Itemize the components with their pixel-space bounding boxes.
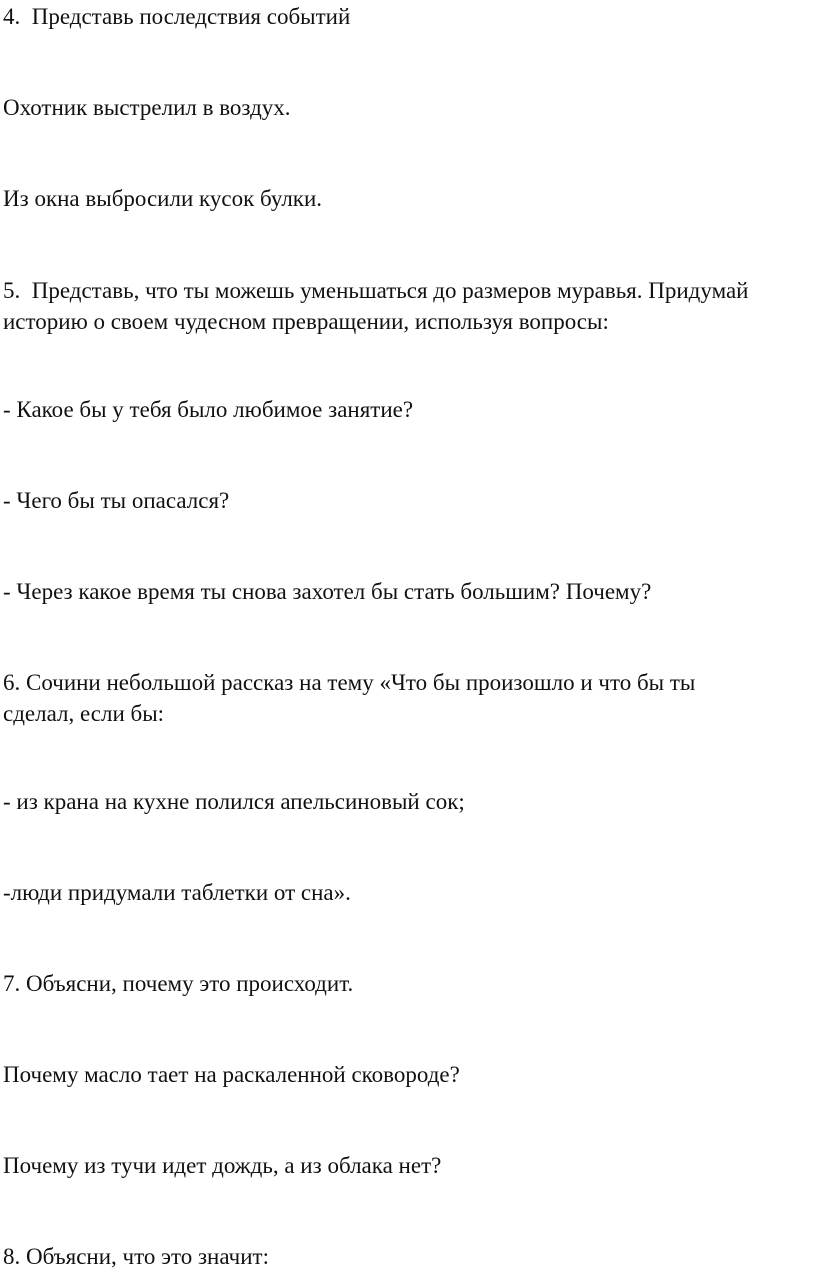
task-5-question-3: - Через какое время ты снова захотел бы стать большим? Почему? <box>3 579 652 604</box>
task-5-question-1: - Какое бы у тебя было любимое занятие? <box>3 397 414 422</box>
task-6-heading-line-1: 6. Сочини небольшой рассказ на тему «Что бы произошло и что бы ты <box>3 670 696 695</box>
task-6-item-2: -люди придумали таблетки от сна». <box>3 880 351 905</box>
task-8-heading: 8. Объясни, что это значит: <box>3 1244 269 1269</box>
task-4-item-2: Из окна выбросили кусок булки. <box>3 186 323 211</box>
task-5-heading-line-2: историю о своем чудесном превращении, используя вопросы: <box>3 309 609 334</box>
task-4-item-1: Охотник выстрелил в воздух. <box>3 95 291 120</box>
task-6-item-1: - из крана на кухне полился апельсиновый сок; <box>3 789 465 814</box>
task-7-heading: 7. Объясни, почему это происходит. <box>3 971 354 996</box>
task-5-heading-line-1: 5. Представь, что ты можешь уменьшаться до размеров муравья. Придумай <box>3 278 749 303</box>
task-5-question-2: - Чего бы ты опасался? <box>3 488 230 513</box>
task-6-heading-line-2: сделал, если бы: <box>3 701 165 726</box>
task-4-heading: 4. Представь последствия событий <box>3 4 351 29</box>
task-7-question-1: Почему масло тает на раскаленной сковороде? <box>3 1062 460 1087</box>
task-7-question-2: Почему из тучи идет дождь, а из облака нет? <box>3 1153 442 1178</box>
